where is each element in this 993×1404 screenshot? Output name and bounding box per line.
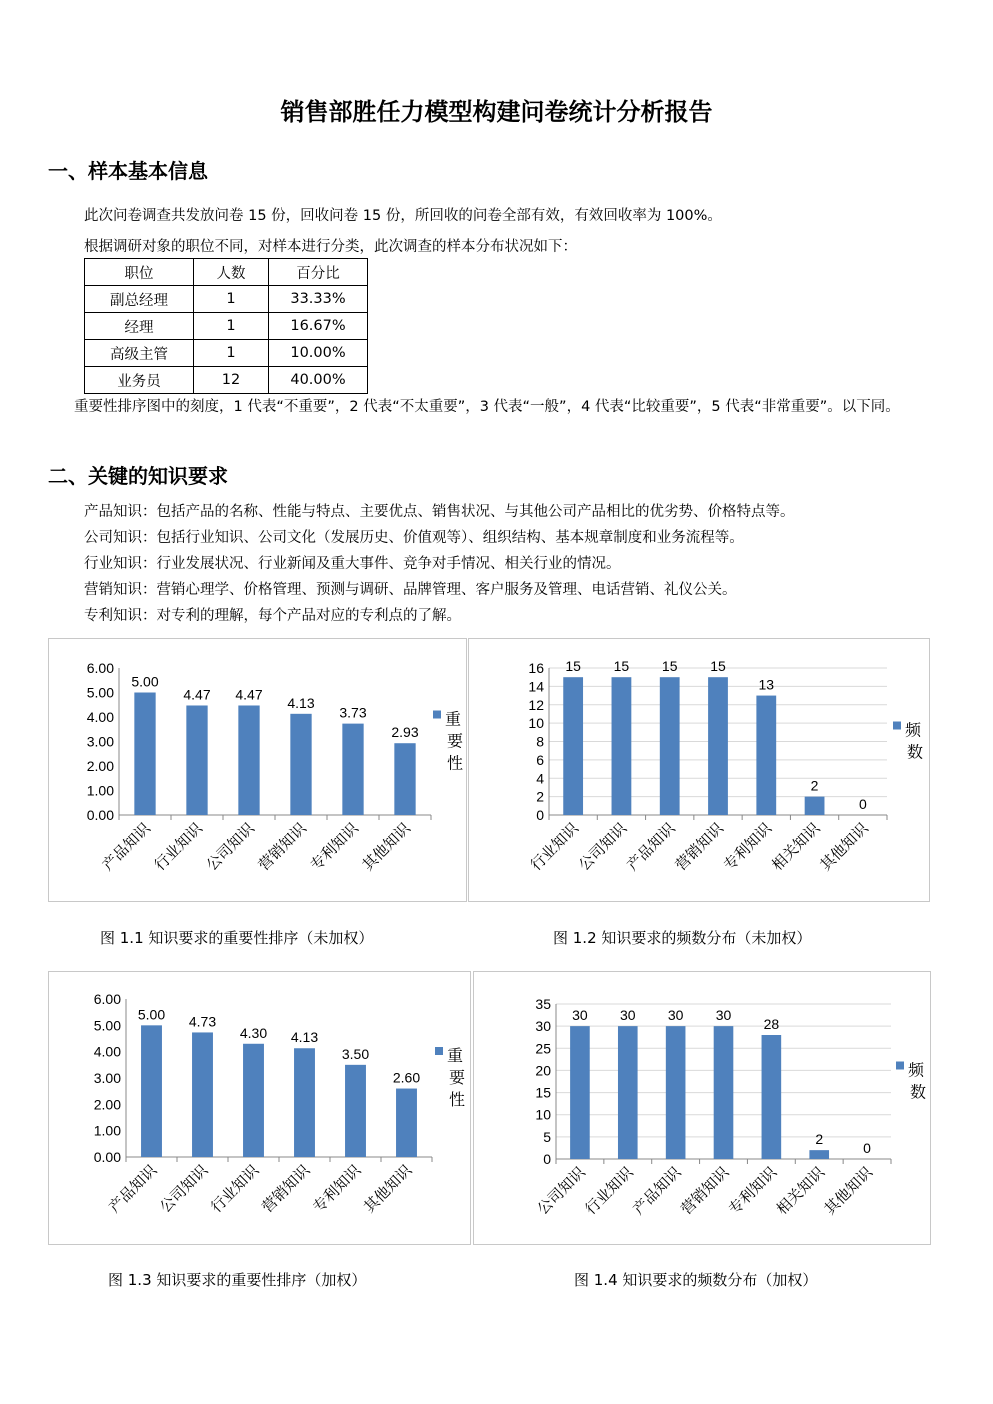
data-label: 30 (715, 1007, 732, 1024)
bar (612, 677, 632, 815)
y-tick-label: 0 (543, 1151, 551, 1167)
bar (394, 743, 415, 815)
chart-fig11-svg (49, 639, 466, 901)
data-label: 4.30 (239, 1024, 268, 1041)
scale-note: 重要性排序图中的刻度，1 代表“不重要”，2 代表“不太重要”，3 代表“一般”，4 代表“比较重要”，5 代表“非常重要”。以下同。 (74, 399, 900, 415)
table-cell: 1 (194, 313, 269, 340)
doc-title: 销售部胜任力模型构建问卷统计分析报告 (280, 98, 713, 126)
caption-fig11: 图 1.1 知识要求的重要性排序（未加权） (100, 929, 374, 947)
category-label: 产品知识 (105, 1161, 161, 1217)
y-tick-label: 35 (535, 996, 551, 1012)
category-label: 公司知识 (533, 1163, 589, 1219)
data-label: 0 (863, 1140, 871, 1156)
data-label: 5.00 (137, 1006, 166, 1023)
chart-fig14-svg (474, 972, 930, 1244)
chart-fig13 (48, 971, 471, 1245)
bar (238, 705, 259, 815)
knowledge-item-marketing: 营销知识：营销心理学、价格管理、预测与调研、品牌管理、客户服务及管理、电话营销、礼仪公关。 (84, 582, 737, 598)
chart-fig12 (468, 638, 930, 902)
y-tick-label: 25 (535, 1040, 551, 1057)
bar (396, 1089, 417, 1157)
knowledge-item-product: 产品知识：包括产品的名称、性能与特点、主要优点、销售状况、与其他公司产品相比的优劣势、价格特点等。 (84, 504, 795, 520)
table-cell: 经理 (85, 313, 194, 340)
y-tick-label: 6 (536, 751, 544, 768)
chart-fig12-svg (469, 639, 929, 901)
sample-table (84, 258, 368, 394)
chart-fig11 (48, 638, 467, 902)
y-tick-label: 3.00 (86, 733, 114, 750)
data-label: 0 (858, 796, 867, 812)
table-cell: 10.00% (269, 340, 368, 367)
y-tick-label: 5.00 (93, 1017, 121, 1034)
bar (618, 1026, 638, 1159)
legend-label: 重要性 (447, 1046, 466, 1109)
table-header-row (85, 259, 368, 286)
y-tick-label: 16 (528, 660, 544, 676)
caption-fig12: 图 1.2 知识要求的频数分布（未加权） (553, 929, 812, 947)
section2-heading: 二、关键的知识要求 (48, 464, 228, 488)
table-header-cell: 职位 (85, 259, 194, 286)
data-label: 30 (572, 1007, 588, 1024)
table-cell: 副总经理 (85, 286, 194, 313)
data-label: 4.13 (290, 1029, 319, 1046)
legend-swatch (896, 1062, 904, 1070)
category-label: 营销知识 (677, 1163, 733, 1219)
category-label: 行业知识 (207, 1161, 263, 1217)
legend-swatch (435, 1047, 443, 1055)
table-row (85, 367, 368, 394)
data-label: 30 (619, 1007, 636, 1024)
category-label: 公司知识 (156, 1161, 212, 1217)
caption-fig13: 图 1.3 知识要求的重要性排序（加权） (108, 1271, 367, 1289)
data-label: 4.13 (287, 694, 315, 711)
chart-fig13-svg (49, 972, 470, 1244)
table-cell: 业务员 (85, 367, 194, 394)
table-header-cell: 百分比 (269, 259, 368, 286)
legend-swatch (433, 711, 441, 719)
knowledge-item-industry: 行业知识：行业发展状况、行业新闻及重大事件、竞争对手情况、相关行业的情况。 (84, 556, 621, 572)
data-label: 15 (710, 658, 726, 675)
y-tick-label: 30 (535, 1018, 551, 1035)
category-label: 专利知识 (309, 1161, 365, 1217)
table-cell: 12 (194, 367, 269, 394)
y-tick-label: 0.00 (86, 807, 114, 823)
legend-label: 重要性 (445, 709, 464, 773)
table-cell: 40.00% (269, 367, 368, 394)
section1-heading: 一、样本基本信息 (48, 159, 208, 183)
category-label: 专利知识 (719, 819, 776, 875)
data-label: 28 (763, 1016, 780, 1032)
category-label: 产品知识 (629, 1163, 685, 1219)
category-label: 其他知识 (820, 1163, 876, 1219)
bar (714, 1026, 734, 1159)
data-label: 15 (661, 658, 678, 675)
table-row (85, 313, 368, 340)
legend-label: 频数 (908, 1060, 927, 1102)
y-tick-label: 20 (535, 1062, 551, 1079)
category-label: 专利知识 (306, 819, 362, 875)
table-cell: 高级主管 (85, 340, 194, 367)
category-label: 其他知识 (816, 819, 872, 875)
data-label: 15 (613, 658, 630, 675)
y-tick-label: 2 (536, 788, 544, 805)
category-label: 相关知识 (772, 1163, 829, 1219)
table-header-cell: 人数 (194, 259, 269, 286)
bar (762, 1035, 782, 1159)
bar (666, 1026, 686, 1159)
table-cell: 1 (194, 340, 269, 367)
data-label: 2 (815, 1131, 824, 1148)
category-label: 行业知识 (581, 1163, 637, 1219)
y-tick-label: 0 (536, 807, 544, 823)
y-tick-label: 8 (536, 733, 544, 750)
category-label: 公司知识 (575, 819, 631, 875)
data-label: 2.60 (392, 1069, 421, 1086)
category-label: 公司知识 (202, 819, 258, 875)
category-label: 产品知识 (623, 819, 679, 875)
legend-label: 频数 (905, 720, 924, 762)
category-label: 营销知识 (258, 1161, 314, 1217)
bar (660, 677, 680, 815)
category-label: 行业知识 (526, 819, 582, 875)
bar (809, 1150, 829, 1159)
bar (708, 677, 728, 815)
category-label: 行业知识 (150, 819, 206, 875)
category-label: 营销知识 (254, 819, 310, 875)
y-tick-label: 1.00 (93, 1122, 121, 1139)
y-tick-label: 4 (536, 770, 544, 787)
category-label: 专利知识 (725, 1163, 781, 1219)
section1-paragraph-1: 此次问卷调查共发放问卷 15 份，回收问卷 15 份，所回收的问卷全部有效，有效回收率为 100%。 (84, 208, 722, 224)
bar (345, 1065, 366, 1157)
y-tick-label: 2.00 (86, 758, 114, 774)
y-tick-label: 1.00 (86, 782, 114, 799)
bar (141, 1025, 162, 1157)
y-tick-label: 4.00 (86, 709, 114, 725)
bar (290, 714, 311, 815)
chart-fig14 (473, 971, 931, 1245)
bar (186, 705, 207, 815)
data-label: 3.73 (339, 704, 367, 721)
data-label: 15 (565, 658, 581, 675)
data-label: 2.93 (391, 724, 419, 741)
table-cell: 1 (194, 286, 269, 313)
bar (756, 696, 776, 815)
data-label: 2 (810, 777, 819, 794)
y-tick-label: 2.00 (93, 1096, 121, 1113)
bar (243, 1044, 264, 1157)
table-row (85, 340, 368, 367)
knowledge-item-patent: 专利知识：对专利的理解，每个产品对应的专利点的了解。 (84, 608, 461, 624)
table-cell: 16.67% (269, 313, 368, 340)
category-label: 营销知识 (671, 819, 727, 875)
data-label: 4.47 (235, 686, 263, 703)
category-label: 其他知识 (360, 1161, 416, 1217)
category-label: 产品知识 (98, 819, 154, 875)
y-tick-label: 4.00 (93, 1043, 121, 1060)
table-cell: 33.33% (269, 286, 368, 313)
bar (342, 724, 363, 815)
data-label: 3.50 (341, 1045, 370, 1062)
data-label: 30 (667, 1007, 684, 1024)
y-tick-label: 15 (535, 1084, 551, 1101)
y-tick-label: 10 (535, 1106, 551, 1123)
section1-paragraph-2: 根据调研对象的职位不同，对样本进行分类，此次调查的样本分布状况如下： (84, 239, 577, 255)
category-label: 相关知识 (768, 819, 824, 875)
data-label: 13 (758, 676, 775, 693)
y-tick-label: 6.00 (86, 660, 114, 676)
data-label: 5.00 (131, 673, 159, 690)
caption-fig14: 图 1.4 知识要求的频数分布（加权） (574, 1271, 818, 1289)
y-tick-label: 0.00 (93, 1149, 121, 1165)
category-label: 其他知识 (358, 819, 414, 875)
y-tick-label: 3.00 (93, 1070, 121, 1086)
y-tick-label: 14 (528, 678, 544, 695)
bar (563, 677, 583, 815)
data-label: 4.73 (188, 1013, 217, 1030)
y-tick-label: 6.00 (93, 991, 121, 1007)
bar (570, 1026, 590, 1159)
bar (134, 693, 155, 816)
bar (192, 1032, 213, 1157)
y-tick-label: 12 (528, 696, 544, 713)
bar (294, 1048, 315, 1157)
y-tick-label: 10 (528, 715, 544, 732)
legend-swatch (893, 722, 901, 730)
data-label: 4.47 (183, 686, 211, 703)
knowledge-item-company: 公司知识：包括行业知识、公司文化（发展历史、价值观等）、组织结构、基本规章制度和业务流程等。 (84, 530, 744, 546)
y-tick-label: 5 (543, 1128, 551, 1145)
y-tick-label: 5.00 (86, 684, 114, 701)
bar (805, 797, 825, 815)
table-row (85, 286, 368, 313)
